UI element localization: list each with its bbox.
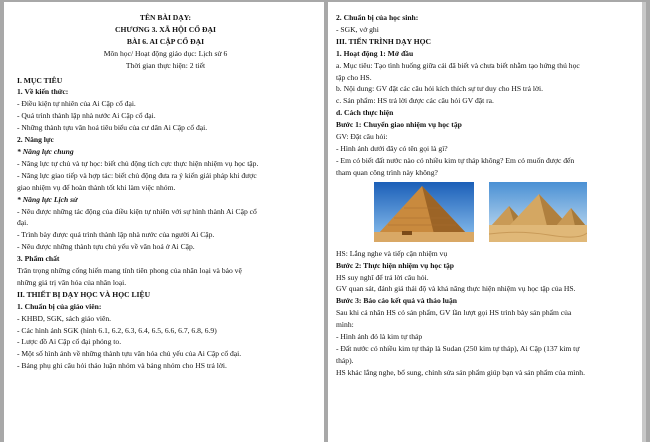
body-line: Sau khi cá nhân HS có sản phẩm, GV lần lượt gọi HS trình bày sản phẩm của: [336, 308, 572, 318]
body-line: - Em có biết đất nước nào có nhiều kim tự tháp không? Em có muốn được đến: [336, 155, 575, 165]
body-line: HS suy nghĩ để trả lời câu hỏi.: [336, 272, 429, 282]
body-line: - Bảng phụ ghi câu hỏi thảo luận nhóm và bảng nhóm cho HS trả lời.: [17, 361, 227, 371]
body-line: đại.: [17, 218, 29, 228]
body-line: GV: Đặt câu hỏi:: [336, 132, 388, 142]
body-line: tham quan công trình này không?: [336, 167, 438, 177]
body-line: c. Sản phẩm: HS trả lời được các câu hỏi GV đặt ra.: [336, 96, 494, 106]
section-heading: III. TIẾN TRÌNH DẠY HỌC: [336, 36, 432, 46]
step-heading: Bước 1: Chuyển giao nhiệm vụ học tập: [336, 120, 462, 130]
body-line: tập cho HS.: [336, 72, 372, 82]
header-title-label: TÊN BÀI DẠY:: [139, 13, 192, 22]
subsection-heading: d. Cách thực hiện: [336, 108, 394, 118]
body-line: - Đất nước có nhiều kim tự tháp là Sudan (250 kim tự tháp), Ai Cập (137 kim tự: [336, 343, 580, 353]
body-line: HS: Lắng nghe và tiếp cận nhiệm vụ: [336, 248, 448, 258]
giza-pyramids-image: [489, 182, 587, 242]
document-page-left: [4, 2, 324, 442]
subsection-heading: 3. Phẩm chất: [17, 254, 60, 264]
subsection-heading: * Năng lực Lịch sử: [17, 194, 78, 204]
body-line: - Điều kiện tự nhiên của Ai Cập cổ đại.: [17, 99, 136, 109]
body-line: mình:: [336, 320, 354, 330]
body-line: - Quá trình thành lập nhà nước Ai Cập cổ đại.: [17, 111, 156, 121]
pyramid-images: [336, 182, 638, 246]
body-line: - Năng lực giao tiếp và hợp tác: biết chủ động đưa ra ý kiến giải pháp khi được: [17, 170, 257, 180]
body-line: - Nêu được những tác động của điều kiện tự nhiên với sự hình thành Ai Cập cổ: [17, 206, 257, 216]
body-line: - Trình bày được quá trình thành lập nhà nước của người Ai Cập.: [17, 230, 215, 240]
subsection-heading: * Năng lực chung: [17, 146, 74, 156]
body-line: - Hình ảnh dưới đây có tên gọi là gì?: [336, 143, 448, 153]
body-line: GV quan sát, đánh giá thái độ và khả năng thực hiện nhiệm vụ học tập của HS.: [336, 284, 576, 294]
body-line: a. Mục tiêu: Tạo tình huống giữa cái đã biết và chưa biết nhằm tạo hứng thú học: [336, 60, 580, 70]
body-line: Trân trọng những cống hiến mang tính tiên phong của nhân loại và bảo vệ: [17, 266, 242, 276]
body-line: giao nhiệm vụ để hoàn thành tốt khi làm việc nhóm.: [17, 182, 176, 192]
duration-line: Thời gian thực hiện: 2 tiết: [125, 60, 206, 70]
vertical-scrollbar[interactable]: [642, 2, 646, 442]
section-heading: I. MỤC TIÊU: [17, 75, 63, 85]
document-page-right: [328, 2, 646, 442]
body-line: - Các hình ảnh SGK (hình 6.1, 6.2, 6.3, 6.4, 6.5, 6.6, 6.7, 6.8, 6.9): [17, 325, 217, 335]
section-heading: II. THIẾT BỊ DẠY HỌC VÀ HỌC LIỆU: [17, 289, 151, 299]
subsection-heading: 2. Chuẩn bị của học sinh:: [336, 13, 419, 22]
body-line: - Lược đồ Ai Cập cổ đại phóng to.: [17, 337, 122, 347]
body-line: - Những thành tựu văn hoá tiêu biểu của cư dân Ai Cập cổ đại.: [17, 123, 208, 133]
step-heading: Bước 2: Thực hiện nhiệm vụ học tập: [336, 260, 455, 270]
subsection-heading: 1. Hoạt động 1: Mở đầu: [336, 48, 414, 58]
body-line: - KHBD, SGK, sách giáo viên.: [17, 313, 112, 323]
subject-line: Môn học/ Hoạt động giáo dục: Lịch sử 6: [103, 48, 228, 58]
body-line: - SGK, vở ghi: [336, 24, 379, 34]
body-line: - Một số hình ảnh về những thành tựu văn hóa chủ yếu của Ai Cập cổ đại.: [17, 349, 242, 359]
great-pyramid-image: [374, 182, 474, 242]
body-line: những giá trị văn hóa của nhân loại.: [17, 277, 127, 287]
lesson-title: BÀI 6. AI CẬP CỔ ĐẠI: [126, 36, 205, 46]
body-line: HS khác lắng nghe, bổ sung, chỉnh sửa sản phẩm giúp bạn và sản phẩm của mình.: [336, 367, 585, 377]
chapter-title: CHƯƠNG 3. XÃ HỘI CỔ ĐẠI: [115, 24, 216, 34]
body-line: tháp).: [336, 355, 354, 365]
subsection-heading: 1. Về kiến thức:: [17, 87, 69, 97]
step-heading: Bước 3: Báo cáo kết quả và thảo luận: [336, 296, 457, 306]
body-line: - Nêu được những thành tựu chủ yếu về văn hoá ở Ai Cập.: [17, 242, 195, 252]
subsection-heading: 2. Năng lực: [17, 135, 54, 145]
body-line: - Năng lực tự chủ và tự học: biết chủ động tích cực thực hiện nhiệm vụ học tập.: [17, 158, 259, 168]
body-line: b. Nội dung: GV đặt các câu hỏi kích thích sự tư duy cho HS trả lời.: [336, 84, 543, 94]
subsection-heading: 1. Chuẩn bị của giáo viên:: [17, 301, 102, 311]
body-line: - Hình ảnh đó là kim tự tháp: [336, 332, 423, 342]
